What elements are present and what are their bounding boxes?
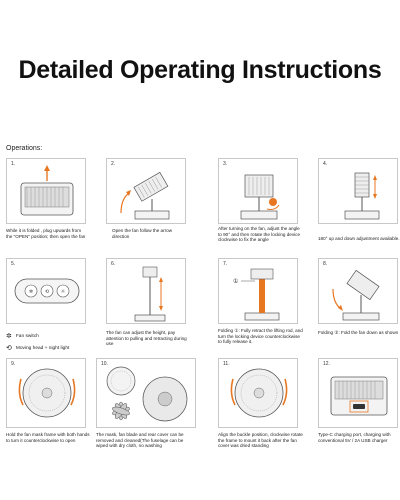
step-panel-4 bbox=[318, 158, 398, 224]
step-caption-11: Align the buckle position, clockwise rotate the frame to mount it back after the fan cover was dried standing bbox=[218, 432, 303, 449]
svg-text:①: ① bbox=[233, 278, 239, 285]
step-caption-12: Type-C charging port, charging with conventional 5V / 2A USB charger bbox=[318, 432, 391, 443]
svg-text:⟲: ⟲ bbox=[44, 289, 50, 295]
tilt-range-illustration bbox=[319, 159, 399, 225]
step-panel-10 bbox=[96, 358, 196, 428]
fold-step-one-illustration bbox=[219, 259, 299, 325]
step-number: 5. bbox=[11, 261, 16, 267]
legend-moving-head bbox=[6, 344, 69, 352]
svg-text:✲: ✲ bbox=[28, 289, 34, 295]
page-title: Detailed Operating Instructions bbox=[18, 56, 382, 84]
reattach-mask-illustration bbox=[219, 359, 299, 429]
step-caption-8: Folding ②: Fold the fan down as shown bbox=[318, 330, 399, 335]
step-number: 2. bbox=[111, 161, 116, 167]
step-caption-10: The mask, fan blade and rear cover can be removed and cleaned(The fuselage can be wiped with dry cloth, no washing bbox=[96, 432, 184, 449]
step-caption-7: Folding ①: Fully retract the lifting rod, and turn the locking device counterclockwise to fully release it. bbox=[218, 328, 303, 345]
step-number: 11. bbox=[223, 361, 230, 367]
legend-label: Fan switch bbox=[15, 333, 39, 339]
opening-fan-illustration bbox=[107, 159, 187, 225]
fold-step-two-illustration bbox=[319, 259, 399, 325]
svg-text:☼: ☼ bbox=[60, 289, 66, 295]
step-number: 12. bbox=[323, 361, 330, 367]
step-number: 4. bbox=[323, 161, 328, 167]
disassembled-parts-illustration bbox=[97, 359, 197, 429]
step-number: 7. bbox=[223, 261, 228, 267]
rotate-icon: ⟲ bbox=[6, 345, 12, 352]
fan-icon: ✲ bbox=[6, 333, 12, 340]
step-panel-12 bbox=[318, 358, 398, 428]
step-panel-1 bbox=[6, 158, 86, 224]
operations-label: Operations: bbox=[6, 145, 43, 152]
step-panel-3 bbox=[218, 158, 298, 224]
step-panel-9 bbox=[6, 358, 86, 428]
charging-port-illustration bbox=[319, 359, 399, 429]
step-caption-9: Hold the fan mask frame with both hands to turn it counterclockwise to open bbox=[6, 432, 90, 443]
remove-mask-illustration bbox=[7, 359, 87, 429]
step-caption-4: 180° up and down adjustment available. bbox=[318, 236, 400, 241]
step-panel-8 bbox=[318, 258, 398, 324]
step-number: 10. bbox=[101, 361, 108, 367]
step-panel-7 bbox=[218, 258, 298, 324]
step-caption-6: The fan can adjust the height, pay attention to pulling and retracting during use bbox=[106, 330, 187, 347]
step-number: 3. bbox=[223, 161, 228, 167]
step-caption-3: After turning on the fan, adjust the angle to 90° and then rotate the locking device clockwise to fix the angle bbox=[218, 226, 301, 243]
step-panel-5 bbox=[6, 258, 86, 324]
legend-fan-switch bbox=[6, 332, 39, 340]
control-buttons-illustration bbox=[7, 259, 87, 325]
angle-adjust-illustration bbox=[219, 159, 299, 225]
step-caption-1: While it is folded , plug upwards from the "OPEN" position; then open the fan bbox=[6, 228, 86, 239]
legend-label: Moving head + night light bbox=[15, 345, 70, 351]
folded-fan-illustration bbox=[7, 159, 87, 225]
step-number: 1. bbox=[11, 161, 16, 167]
step-panel-2 bbox=[106, 158, 186, 224]
step-number: 8. bbox=[323, 261, 328, 267]
step-caption-2: Open the fan follow the arrow direction bbox=[112, 228, 173, 239]
step-panel-11 bbox=[218, 358, 298, 428]
step-number: 6. bbox=[111, 261, 116, 267]
step-panel-6 bbox=[106, 258, 186, 324]
step-number: 9. bbox=[11, 361, 16, 367]
height-adjust-illustration bbox=[107, 259, 187, 325]
